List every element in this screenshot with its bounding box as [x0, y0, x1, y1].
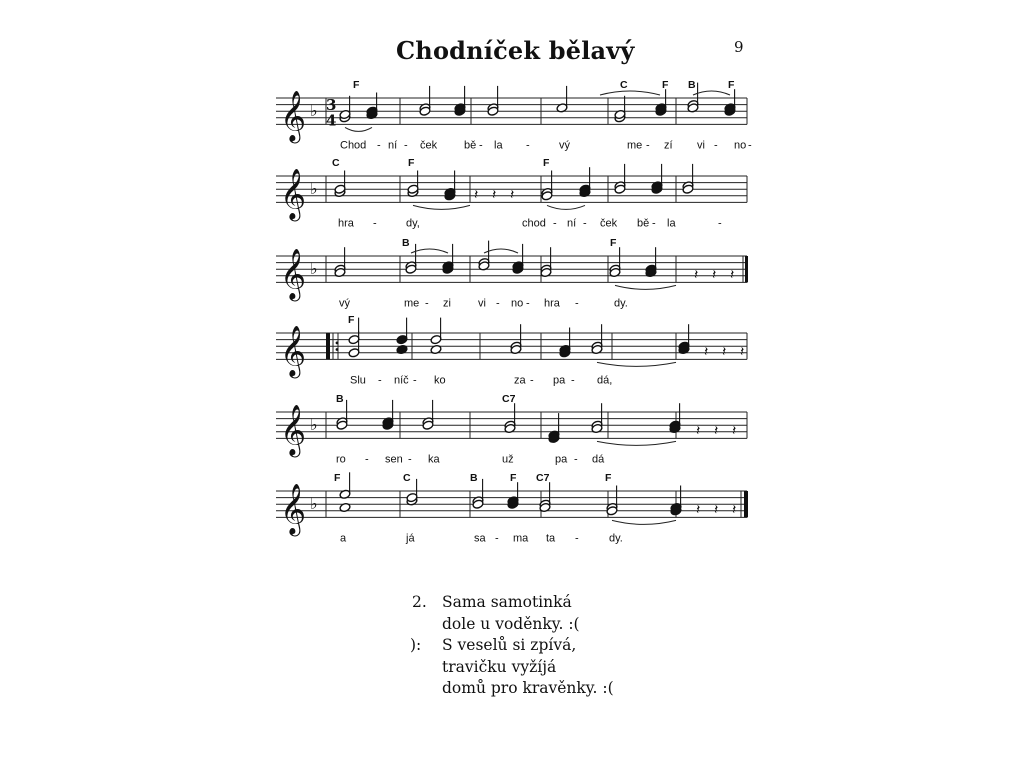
lyric-syllable: ní: [388, 139, 398, 152]
treble-clef-icon: 𝄞: [280, 404, 307, 456]
verse-line: [412, 592, 614, 614]
verse-text: domů pro kravěnky. :(: [442, 679, 614, 697]
chord-symbol: C: [403, 472, 411, 484]
lyric-syllable: -: [404, 139, 408, 152]
tie-slur: [345, 127, 372, 131]
lyric-syllable: -: [526, 139, 530, 152]
verse-text: travičku vyžíjá: [442, 657, 557, 676]
lyric-syllable: -: [575, 297, 579, 310]
staff-system: [276, 79, 752, 151]
lyric-syllable: níč: [394, 374, 409, 387]
lyric-syllable: bě: [637, 217, 650, 230]
verse-line: [412, 614, 614, 636]
treble-clef-icon: 𝄞: [280, 90, 307, 142]
lyric-syllable: vý: [559, 139, 570, 152]
lyric-syllable: dy.: [614, 297, 628, 310]
treble-clef-icon: 𝄞: [280, 168, 307, 220]
chord-symbol: B: [336, 393, 344, 405]
lyric-syllable: -: [575, 532, 579, 545]
quarter-rest-icon: 𝄽: [492, 186, 497, 203]
verse-text: S veselů si zpívá,: [442, 636, 577, 654]
lyric-syllable: la: [667, 217, 676, 230]
lyric-syllable: ma: [513, 532, 529, 545]
quarter-rest-icon: 𝄽: [696, 422, 701, 439]
flat-key-signature-icon: ♭: [310, 179, 318, 199]
tie-slur: [413, 205, 470, 209]
lyric-syllable: -: [377, 139, 381, 152]
staff-system: [276, 472, 748, 544]
lyric-syllable: zi: [443, 297, 451, 310]
lyric-syllable: ček: [600, 217, 618, 230]
lyric-syllable: -: [425, 297, 429, 310]
tie-slur: [547, 205, 585, 209]
lyric-syllable: la: [494, 139, 503, 152]
lyric-syllable: me: [627, 139, 643, 152]
staff-system: [276, 393, 747, 465]
quarter-rest-icon: 𝄽: [722, 343, 727, 360]
quarter-rest-icon: 𝄽: [510, 186, 515, 203]
quarter-rest-icon: 𝄽: [714, 422, 719, 439]
lyric-syllable: -: [365, 453, 369, 466]
staff-system: [276, 237, 748, 309]
lyric-syllable: vi: [478, 297, 486, 310]
lyric-syllable: -: [530, 374, 534, 387]
tie-slur: [600, 91, 660, 95]
lyric-syllable: Chod: [340, 139, 367, 152]
quarter-rest-icon: 𝄽: [712, 266, 717, 283]
quarter-rest-icon: 𝄽: [732, 501, 737, 518]
lyric-syllable: -: [718, 217, 722, 230]
quarter-rest-icon: 𝄽: [696, 501, 701, 518]
chord-symbol: F: [605, 472, 612, 484]
chord-symbol: F: [408, 157, 415, 169]
lyric-syllable: -: [373, 217, 377, 230]
quarter-rest-icon: 𝄽: [694, 266, 699, 283]
repeat-end-barline: [745, 256, 748, 282]
song-title: Chodníček bělavý: [396, 36, 635, 65]
lyric-syllable: zí: [664, 139, 673, 152]
verse-marker: 2.: [412, 593, 427, 611]
lyric-syllable: chod: [522, 217, 546, 230]
chord-symbol: C: [620, 79, 628, 91]
chord-symbol: C7: [502, 393, 516, 405]
quarter-rest-icon: 𝄽: [740, 343, 745, 360]
lyric-syllable: -: [526, 297, 530, 310]
lyric-syllable: -: [378, 374, 382, 387]
lyric-syllable: -: [748, 139, 752, 152]
lyric-syllable: -: [646, 139, 650, 152]
flat-key-signature-icon: ♭: [310, 101, 318, 121]
lyric-syllable: dy.: [609, 532, 623, 545]
lyric-syllable: -: [408, 453, 412, 466]
repeat-start-barline: [326, 333, 330, 359]
lyric-syllable: no: [511, 297, 524, 310]
lyric-syllable: dá,: [597, 374, 613, 387]
lyric-syllable: vý: [339, 297, 350, 310]
tie-slur: [612, 520, 676, 524]
quarter-rest-icon: 𝄽: [732, 422, 737, 439]
lyric-syllable: -: [496, 297, 500, 310]
lyric-syllable: dy,: [406, 217, 420, 230]
flat-key-signature-icon: ♭: [310, 415, 318, 435]
flat-key-signature-icon: ♭: [310, 259, 318, 279]
lyric-syllable: ro: [336, 453, 346, 466]
verse-text: dole u voděnky. :(: [442, 614, 580, 633]
lyric-syllable: -: [571, 374, 575, 387]
treble-clef-icon: 𝄞: [280, 325, 307, 377]
verse-line: [412, 635, 614, 657]
lyric-syllable: sa: [474, 532, 486, 545]
chord-symbol: F: [348, 314, 355, 326]
lyric-syllable: a: [340, 532, 347, 545]
lyric-syllable: pa: [553, 374, 566, 387]
lyric-syllable: hra: [338, 217, 354, 230]
chord-symbol: F: [662, 79, 669, 91]
lyric-syllable: dá: [592, 453, 605, 466]
quarter-rest-icon: 𝄽: [714, 501, 719, 518]
chord-symbol: F: [728, 79, 735, 91]
time-signature-top: 3: [326, 96, 337, 115]
time-signature-bottom: 4: [326, 111, 337, 130]
chord-symbol: F: [334, 472, 341, 484]
chord-symbol: F: [610, 237, 617, 249]
final-barline: [744, 491, 748, 517]
lyric-syllable: -: [652, 217, 656, 230]
verse-line: [412, 657, 614, 679]
lyric-syllable: -: [714, 139, 718, 152]
chord-symbol: C7: [536, 472, 550, 484]
flat-key-signature-icon: ♭: [310, 494, 318, 514]
quarter-rest-icon: 𝄽: [474, 186, 479, 203]
lyric-syllable: ní: [567, 217, 577, 230]
chord-symbol: F: [510, 472, 517, 484]
lyric-syllable: -: [583, 217, 587, 230]
quarter-rest-icon: 𝄽: [704, 343, 709, 360]
treble-clef-icon: 𝄞: [280, 248, 307, 300]
chord-symbol: B: [688, 79, 696, 91]
quarter-rest-icon: 𝄽: [730, 266, 735, 283]
repeat-dot: [336, 342, 339, 345]
lyric-syllable: no: [734, 139, 747, 152]
lyric-syllable: -: [553, 217, 557, 230]
lyric-syllable: me: [404, 297, 420, 310]
lyric-syllable: už: [502, 453, 514, 466]
staff-system: [276, 157, 747, 229]
verse-line: [412, 678, 614, 700]
lyric-syllable: -: [479, 139, 483, 152]
verse-2: [412, 592, 614, 700]
lyric-syllable: ček: [420, 139, 438, 152]
chord-symbol: B: [402, 237, 410, 249]
lyric-syllable: já: [406, 532, 415, 545]
lyric-syllable: -: [413, 374, 417, 387]
chord-symbol: B: [470, 472, 478, 484]
treble-clef-icon: 𝄞: [280, 483, 307, 535]
tie-slur: [693, 91, 730, 95]
lyric-syllable: vi: [697, 139, 705, 152]
chord-symbol: F: [353, 79, 360, 91]
tie-slur: [597, 441, 676, 445]
tie-slur: [411, 249, 448, 253]
verse-text: Sama samotinká: [442, 593, 572, 611]
lyric-syllable: -: [495, 532, 499, 545]
lyric-syllable: bě: [464, 139, 477, 152]
lyric-syllable: hra: [544, 297, 560, 310]
tie-slur: [615, 285, 676, 289]
lyric-syllable: sen: [385, 453, 403, 466]
lyric-syllable: ka: [428, 453, 440, 466]
verse-marker: ):: [410, 636, 422, 654]
tie-slur: [597, 362, 676, 366]
lyric-syllable: pa: [555, 453, 568, 466]
lyric-syllable: -: [574, 453, 578, 466]
lyric-syllable: ta: [546, 532, 556, 545]
page-number: 9: [734, 38, 744, 56]
lyric-syllable: za: [514, 374, 526, 387]
repeat-dot: [336, 348, 339, 351]
chord-symbol: C: [332, 157, 340, 169]
chord-symbol: F: [543, 157, 550, 169]
lyric-syllable: ko: [434, 374, 446, 387]
staff-system: [276, 314, 747, 386]
lyric-syllable: Slu: [350, 374, 366, 387]
